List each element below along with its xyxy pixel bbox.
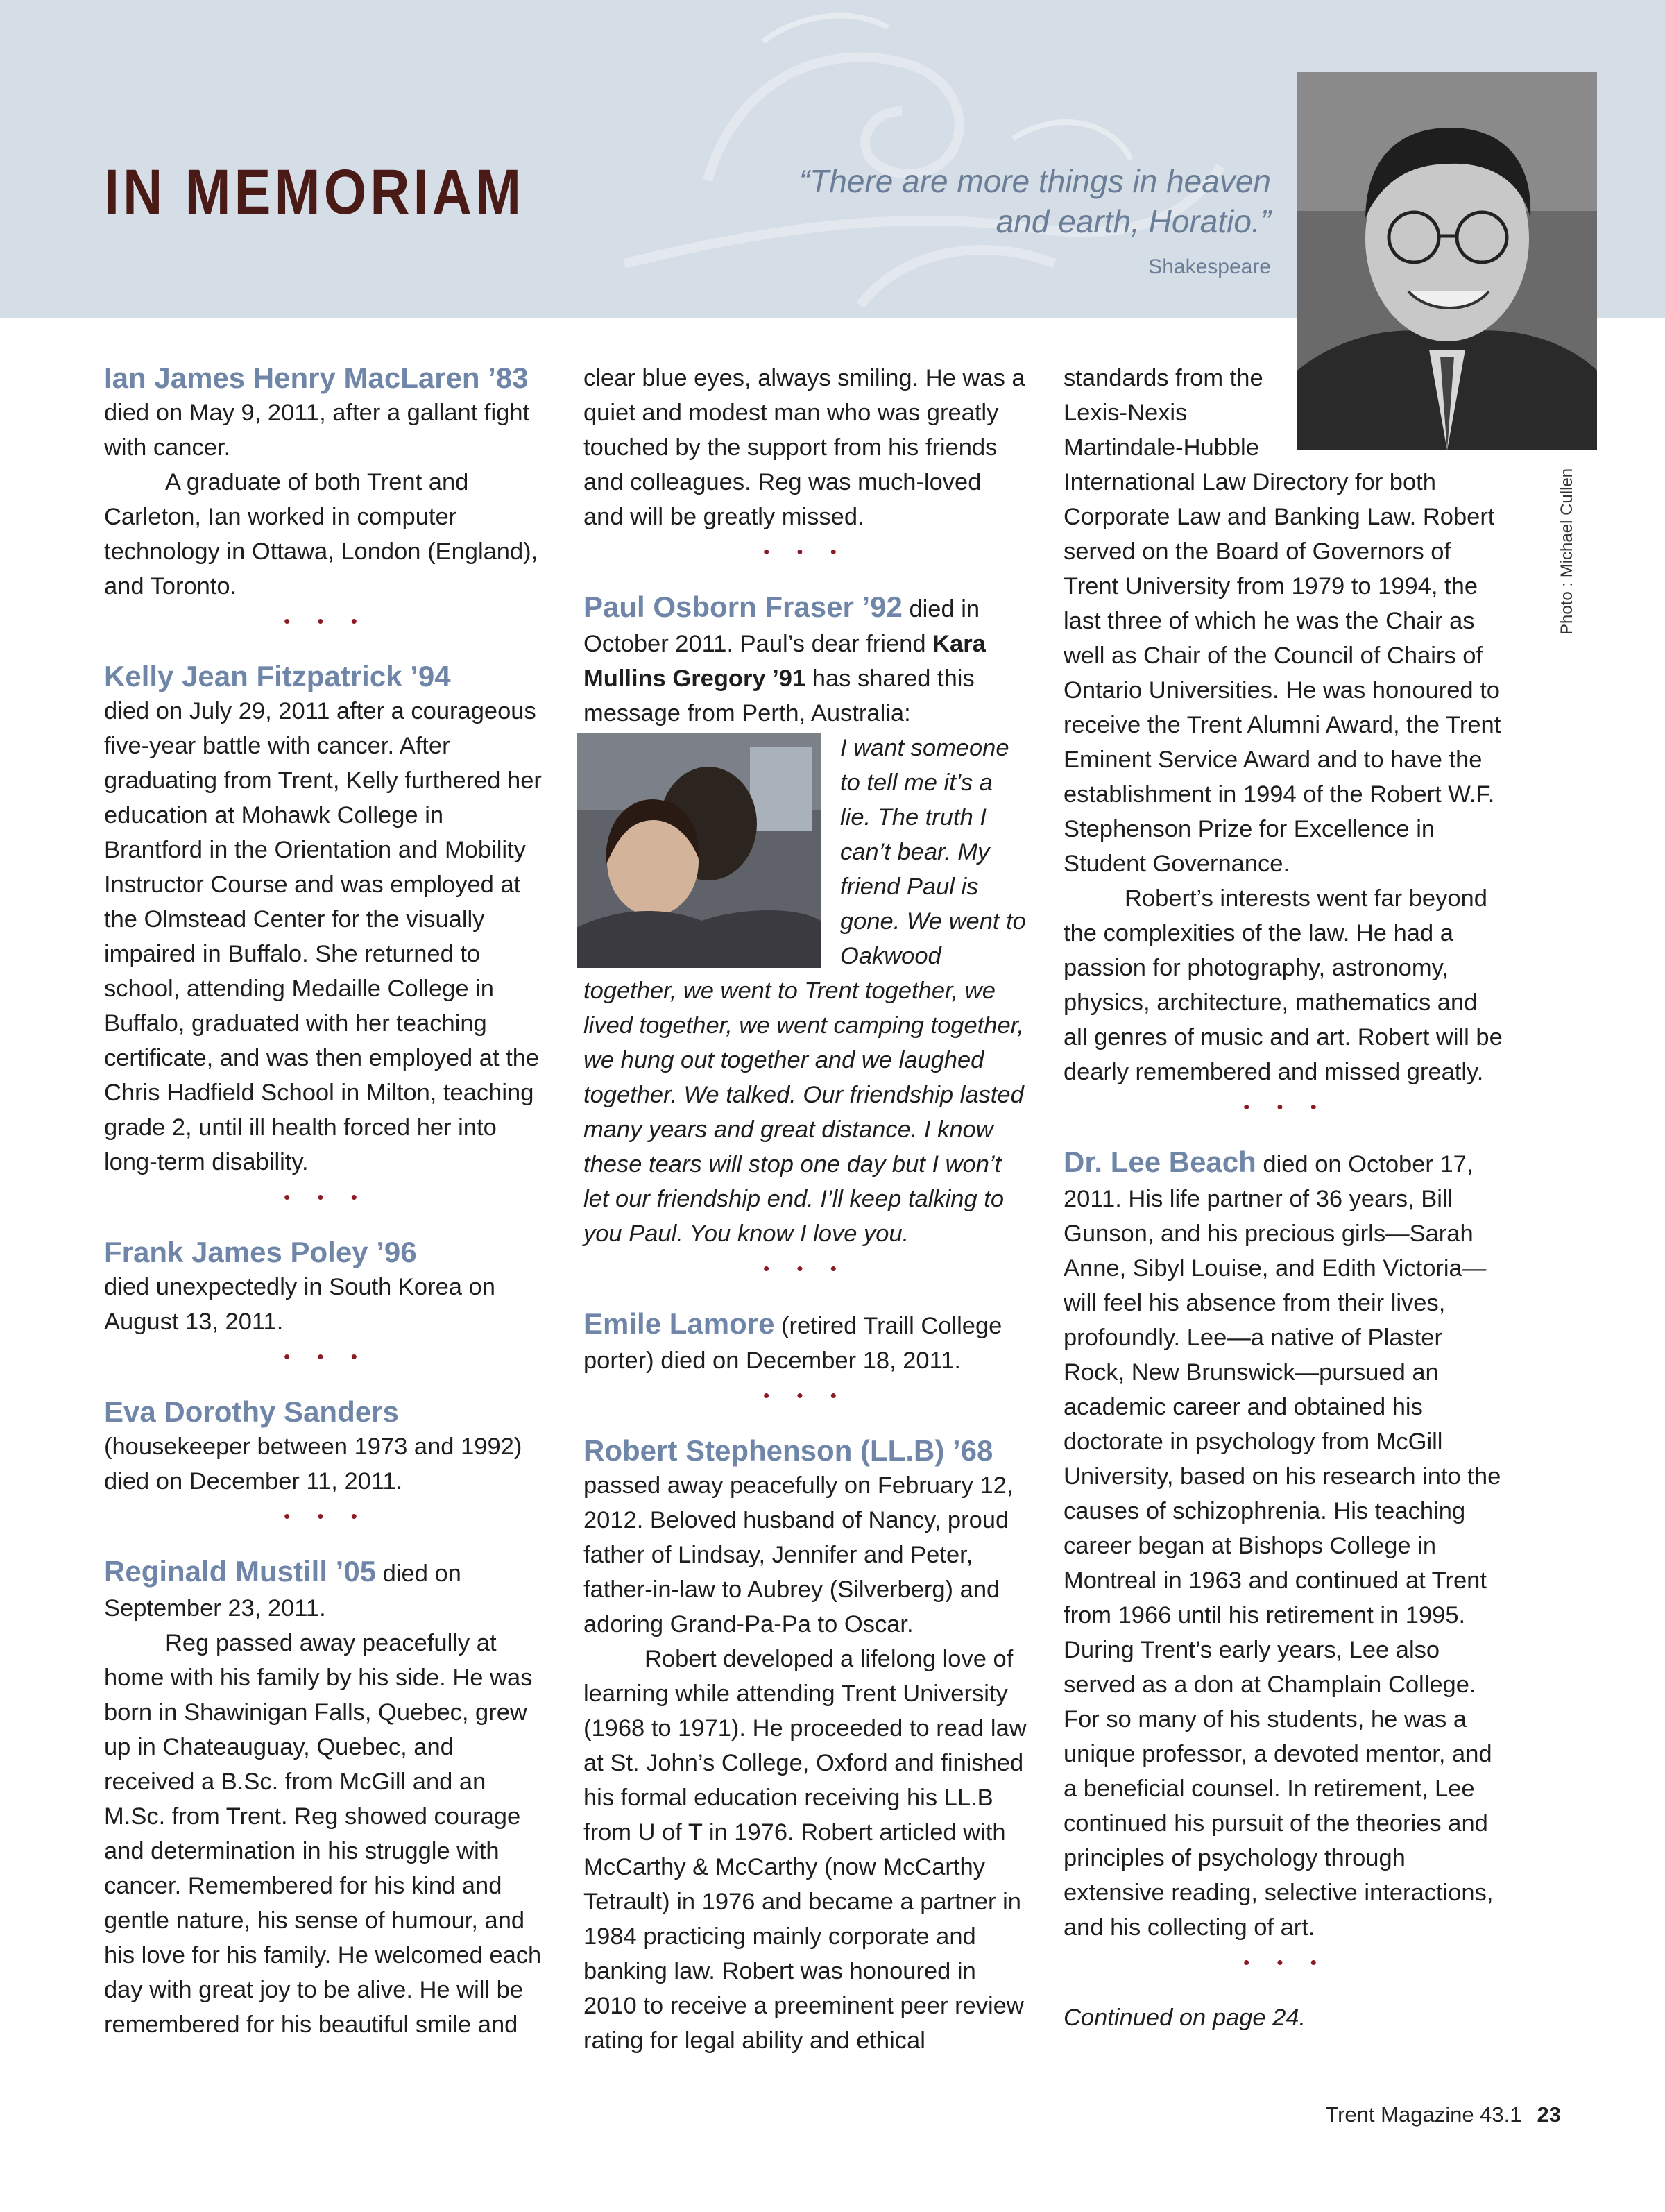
separator-dots: • • •: [763, 1385, 848, 1406]
column-3: [1064, 361, 1508, 2035]
obituary-name: Ian James Henry MacLaren ’83: [104, 361, 529, 394]
obituary-text: standards from the Lexis-Nexis Martindale-Hubble: [1064, 365, 1263, 461]
obituary-text: (retired Traill College porter) died on December 18, 2011.: [583, 1313, 1002, 1374]
column-2: [583, 361, 1027, 2058]
obituary-text: passed away peacefully on February 12, 2012. Beloved husband of Nancy, proud father of Lindsay, Jennifer and Peter, father-in-law to Aubrey (Silverberg) and adoring Grand-Pa-Pa to Oscar.: [583, 1472, 1014, 1637]
obituary-entry: [583, 1307, 1027, 1378]
poem-text: I want someone to tell me it’s a lie. The truth I can’t bear. My friend Paul is gone. We went to Oakwood together, we went to Trent together, we lived together, we went camping together, we hung out together and we laughed together. We talked. Our friendship lasted many years and great distance. I know these tears will stop one day but I won’t let our friendship end. I’ll keep talking to you Paul. You know I love you.: [583, 735, 1026, 1247]
obituary-entry: [583, 590, 1027, 731]
column-1: [104, 361, 548, 2042]
obituary-name: Emile Lamore: [583, 1307, 775, 1340]
obituary-text: Robert developed a lifelong love of learning while attending Trent University (1968 to 1971). He proceeded to read law at St. John’s College, Oxford and finished his formal education receiving his LL.B from U of T in 1976. Robert articled with McCarthy & McCarthy (now McCarthy Tetrault) in 1976 and became a partner in 1984 practicing mainly corporate and banking law. Robert was honoured in 2010 to receive a preeminent peer review rating for legal ability and ethical: [583, 1646, 1027, 2054]
separator-dots: • • •: [284, 611, 368, 631]
obituary-entry: [104, 1554, 548, 1626]
obituary-name: Eva Dorothy Sanders: [104, 1395, 399, 1428]
obituary-name: Robert Stephenson (LL.B) ’68: [583, 1434, 993, 1467]
obituary-text: A graduate of both Trent and Carleton, Ian worked in computer technology in Ottawa, London (England), and Toronto.: [104, 469, 538, 599]
obituary-name: Kelly Jean Fitzpatrick ’94: [104, 660, 451, 692]
obituary-name: Reginald Mustill ’05: [104, 1555, 377, 1588]
obituary-name: Paul Osborn Fraser ’92: [583, 590, 903, 623]
obituary-name: Frank James Poley ’96: [104, 1236, 417, 1268]
separator-dots: • • •: [284, 1186, 368, 1207]
quote-attribution: Shakespeare: [1148, 255, 1271, 278]
separator-dots: • • •: [763, 1258, 848, 1279]
shakespeare-quote: “There are more things in heaven and earth, Horatio.”: [799, 163, 1271, 239]
obituary-text: died on July 29, 2011 after a courageous five-year battle with cancer. After graduating from Trent, Kelly furthered her education at Mohawk College in Brantford in the Orientation and Mobility Instructor Course and was employed at the Olmstead Center for the visually impaired in Buffalo. She returned to school, attending Medaille College in Buffalo, graduated with her teaching certificate, and was then employed at the Chris Hadfield School in Milton, teaching grade 2, until ill health forced her into long-term disability.: [104, 698, 542, 1175]
page-title: IN MEMORIAM: [104, 157, 525, 228]
obituary-text: died in October 2011. Paul’s dear friend: [583, 596, 980, 657]
continued-note: Continued on page 24.: [1064, 2005, 1306, 2031]
obituary-text: Robert’s interests went far beyond the complexities of the law. He had a passion for photography, astronomy, physics, architecture, mathematics and all genres of music and art. Robert will be dearly remembered and missed greatly.: [1064, 885, 1503, 1085]
obituary-text: (housekeeper between 1973 and 1992) died on December 11, 2011.: [104, 1433, 522, 1495]
obituary-text: died on October 17, 2011. His life partner of 36 years, Bill Gunson, and his precious girls—Sarah Anne, Sibyl Louise, and Edith Victoria—will feel his absence from their lives, profoundly. Lee—a native of Plaster Rock, New Brunswick—pursued an academic career and obtained his doctorate in psychology from McGill University, based on his research into the causes of schizophrenia. His teaching career began at Bishops College in Montreal in 1963 and continued at Trent from 1966 until his retirement in 1995. During Trent’s early years, Lee also served as a don at Champlain College. For so many of his students, he was a unique professor, a devoted mentor, and a beneficial counsel. In retirement, Lee continued his pursuit of the theories and principles of psychology through extensive reading, selective interactions, and his collecting of art.: [1064, 1151, 1501, 1941]
obituary-text: died on May 9, 2011, after a gallant fight with cancer.: [104, 400, 530, 461]
obituary-name: Dr. Lee Beach: [1064, 1146, 1256, 1178]
obituary-text: clear blue eyes, always smiling. He was a quiet and modest man who was greatly touched by the support from his friends and colleagues. Reg was much-loved and will be greatly missed.: [583, 365, 1025, 530]
separator-dots: • • •: [763, 541, 848, 562]
page-footer: [1325, 2102, 1561, 2127]
separator-dots: • • •: [284, 1506, 368, 1526]
photo-credit: Photo : Michael Cullen: [1557, 468, 1576, 635]
page-number: 23: [1537, 2102, 1561, 2127]
obituary-text: International Law Directory for both Corporate Law and Banking Law. Robert served on the Board of Governors of Trent University from 1979 to 1994, the last three of which he was the Chair as well as Chair of the Council of Chairs of Ontario Universities. He was honoured to receive the Trent Alumni Award, the Trent Eminent Service Award and to have the establishment in 1994 of the Robert W.F. Stephenson Prize for Excellence in Student Governance.: [1064, 469, 1501, 877]
obituary-text: Reg passed away peacefully at home with his family by his side. He was born in Shawinigan Falls, Quebec, grew up in Chateauguay, Quebec, and received a B.Sc. from McGill and an M.Sc. from Trent. Reg showed courage and determination in his struggle with cancer. Remembered for his kind and gentle nature, his sense of humour, and his love for his family. He welcomed each day with great joy to be alive. He will be remembered for his beautiful smile and: [104, 1630, 542, 2038]
obituary-text: has shared this message from Perth, Australia:: [583, 665, 975, 726]
obituary-entry: [1064, 1145, 1508, 1945]
separator-dots: • • •: [1243, 1952, 1328, 1973]
separator-dots: • • •: [1243, 1096, 1328, 1117]
magazine-issue: Trent Magazine 43.1: [1325, 2102, 1522, 2127]
separator-dots: • • •: [284, 1346, 368, 1367]
obituary-text: died on September 23, 2011.: [104, 1560, 461, 1622]
fraser-friends-photo: [577, 733, 821, 968]
friend-name: Kara Mullins Gregory ’91: [583, 631, 986, 692]
obituary-text: died unexpectedly in South Korea on August 13, 2011.: [104, 1274, 495, 1335]
